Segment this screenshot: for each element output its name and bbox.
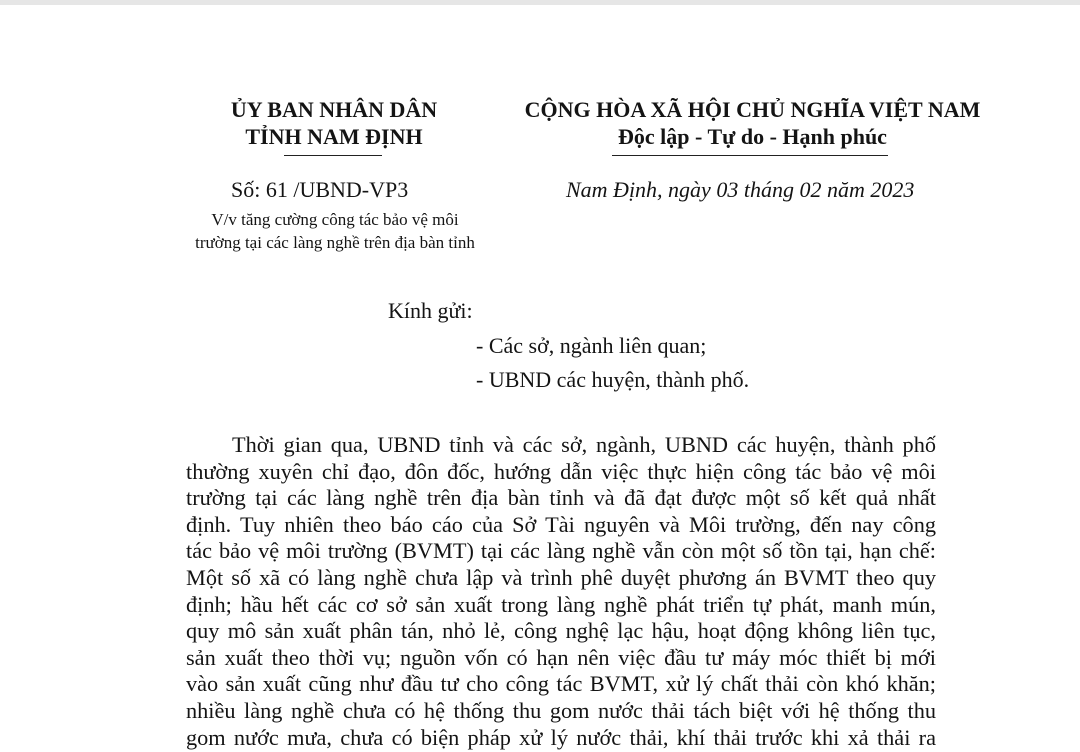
nation-motto: Độc lập - Tự do - Hạnh phúc bbox=[618, 124, 887, 149]
body-line: vào sản xuất cũng như đầu tư cho công tác BVMT, xử lý chất thải còn khó khăn; bbox=[186, 671, 936, 697]
body-line: tác bảo vệ môi trường (BVMT) tại các làng nghề vẫn còn một số tồn tại, hạn chế: bbox=[186, 538, 936, 564]
body-line: sản xuất theo thời vụ; nguồn vốn có hạn nên việc đầu tư máy móc thiết bị mới bbox=[186, 644, 936, 670]
body-line: trường tại các làng nghề trên địa bàn tỉnh và đã đạt được một số kết quả nhất bbox=[186, 485, 936, 511]
recipient-item: - UBND các huyện, thành phố. bbox=[476, 367, 750, 392]
body-line: quy mô sản xuất phân tán, nhỏ lẻ, công nghệ lạc hậu, hoạt động không liên tục, bbox=[186, 618, 936, 644]
document-number: Số: 61 /UBND-VP3 bbox=[231, 177, 409, 202]
body-line: Thời gian qua, UBND tỉnh và các sở, ngành, UBND các huyện, thành phố bbox=[232, 432, 936, 457]
recipient-item: - Các sở, ngành liên quan; bbox=[476, 333, 707, 358]
recipients-label: Kính gửi: bbox=[388, 298, 473, 323]
top-edge-bar bbox=[0, 0, 1080, 5]
body-line: nhiều làng nghề chưa có hệ thống thu gom nước thải tách biệt với hệ thống thu bbox=[186, 697, 936, 723]
motto-underline bbox=[612, 155, 888, 156]
subject-line1: V/v tăng cường công tác bảo vệ môi bbox=[211, 210, 459, 229]
subject-line2: trường tại các làng nghề trên địa bàn tỉnh bbox=[195, 233, 475, 252]
org-name-line1: ỦY BAN NHÂN DÂN bbox=[230, 97, 438, 122]
org-name-line2: TỈNH NAM ĐỊNH bbox=[245, 124, 423, 149]
org-underline bbox=[284, 155, 382, 156]
body-line: định; hầu hết các cơ sở sản xuất trong làng nghề phát triển tự phát, manh mún, bbox=[186, 591, 936, 617]
body-line: định. Tuy nhiên theo báo cáo của Sở Tài nguyên và Môi trường, đến nay công bbox=[186, 511, 936, 537]
body-paragraph bbox=[186, 432, 936, 751]
body-line: gom nước mưa, chưa có biện pháp xử lý nước thải, khí thải trước khi xả thải ra bbox=[186, 724, 936, 750]
body-line: thường xuyên chỉ đạo, đôn đốc, hướng dẫn việc thực hiện công tác bảo vệ môi bbox=[186, 458, 936, 484]
nation-title: CỘNG HÒA XÃ HỘI CHỦ NGHĨA VIỆT NAM bbox=[524, 97, 981, 122]
body-line: Một số xã có làng nghề chưa lập và trình phê duyệt phương án BVMT theo quy bbox=[186, 564, 936, 590]
place-date: Nam Định, ngày 03 tháng 02 năm 2023 bbox=[566, 177, 915, 202]
